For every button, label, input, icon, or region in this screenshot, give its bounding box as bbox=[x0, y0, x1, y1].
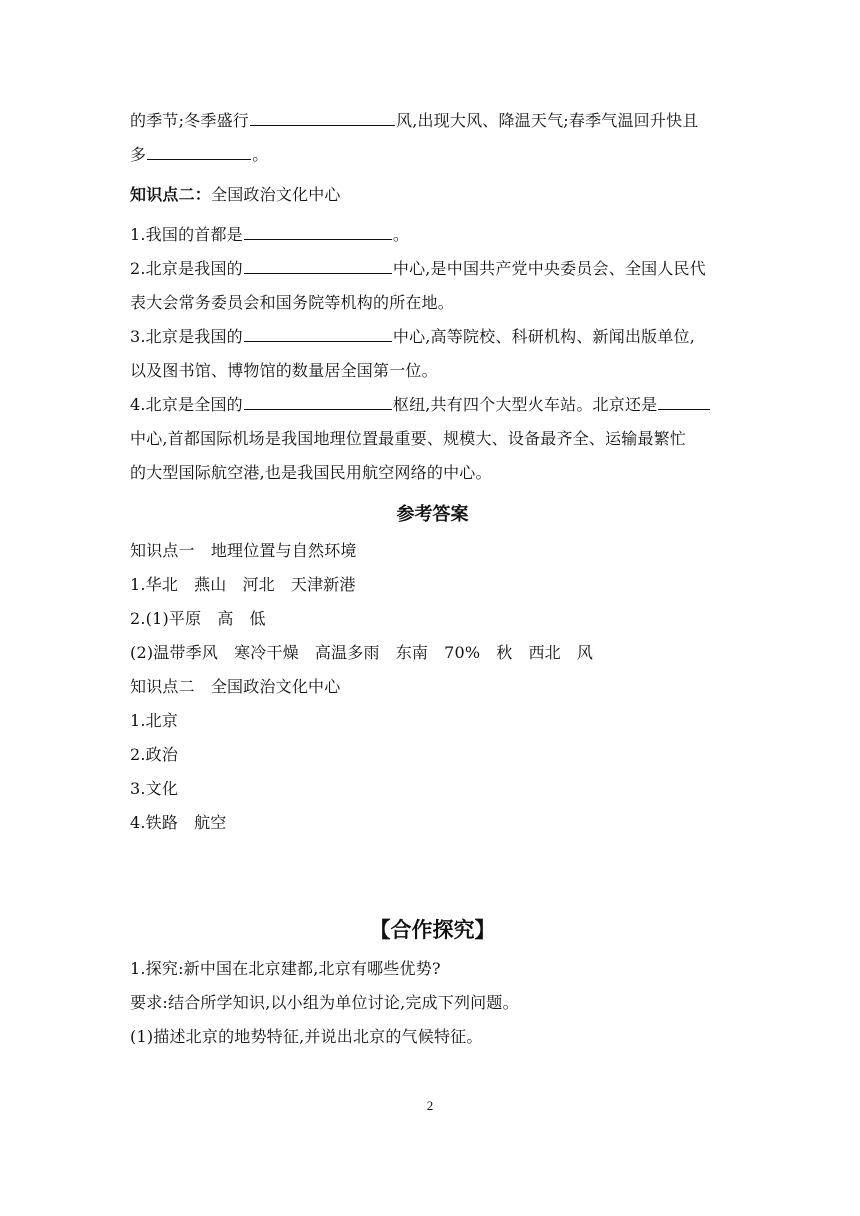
text-segment: 的大型国际航空港,也是我国民用航空网络的中心。 bbox=[130, 463, 492, 482]
answer-item: 东南 bbox=[395, 643, 429, 662]
text-segment: 中心,首都国际机场是我国地理位置最重要、规模大、设备最齐全、运输最繁忙 bbox=[130, 429, 687, 448]
answer-item: 高 bbox=[217, 609, 234, 628]
text-segment: 要求:结合所学知识,以小组为单位讨论,完成下列问题。 bbox=[130, 993, 519, 1012]
knowledge-label: 知识点二： bbox=[130, 185, 212, 204]
answer-item: 航空 bbox=[194, 813, 227, 832]
answer-label: 知识点二 bbox=[130, 677, 195, 696]
text-segment: 多 bbox=[130, 145, 147, 164]
answer-heading bbox=[130, 540, 357, 562]
answer-line bbox=[130, 744, 178, 766]
text-segment: 。 bbox=[392, 225, 410, 244]
answer-item: (2)温带季风 bbox=[130, 643, 219, 662]
text-line bbox=[130, 428, 686, 450]
fill-blank[interactable] bbox=[250, 110, 395, 126]
text-line bbox=[130, 360, 438, 382]
question-line bbox=[130, 394, 711, 416]
answer-heading bbox=[130, 676, 340, 698]
answer-item: 1.华北 bbox=[130, 575, 179, 594]
knowledge-title: 全国政治文化中心 bbox=[211, 185, 341, 204]
text-line bbox=[130, 144, 268, 166]
text-segment: 4.北京是全国的 bbox=[130, 395, 243, 414]
text-line bbox=[130, 992, 519, 1014]
text-line bbox=[130, 462, 492, 484]
fill-blank[interactable] bbox=[244, 326, 392, 342]
answer-line bbox=[130, 642, 593, 664]
answer-label: 知识点一 bbox=[130, 541, 195, 560]
answer-item: 低 bbox=[249, 609, 266, 628]
fill-blank[interactable] bbox=[244, 224, 392, 240]
fill-blank[interactable] bbox=[147, 144, 251, 160]
answer-heading-title: 全国政治文化中心 bbox=[210, 677, 341, 696]
text-segment: 。 bbox=[252, 145, 269, 164]
answer-line bbox=[130, 812, 226, 834]
question-line bbox=[130, 258, 706, 280]
text-segment: 3.北京是我国的 bbox=[130, 327, 243, 346]
text-segment: 中心,高等院校、科研机构、新闻出版单位, bbox=[392, 327, 696, 346]
answer-line bbox=[130, 574, 356, 596]
page-number: 2 bbox=[426, 1098, 434, 1113]
answer-item: 2.政治 bbox=[130, 745, 179, 764]
fill-blank[interactable] bbox=[244, 258, 392, 274]
answer-item: 2.(1)平原 bbox=[130, 609, 202, 628]
text-line bbox=[130, 292, 454, 314]
answer-item: 70% bbox=[444, 643, 481, 662]
answer-item: 1.北京 bbox=[130, 711, 179, 730]
text-line bbox=[130, 110, 698, 132]
answer-item: 燕山 bbox=[194, 575, 227, 594]
answer-item: 4.铁路 bbox=[130, 813, 179, 832]
answer-item: 风 bbox=[576, 643, 594, 662]
text-segment: 2.北京是我国的 bbox=[130, 259, 243, 278]
question-line bbox=[130, 958, 441, 980]
text-segment: 1.探究:新中国在北京建都,北京有哪些优势? bbox=[130, 959, 441, 978]
answer-item: 天津新港 bbox=[290, 575, 356, 594]
fill-blank[interactable] bbox=[244, 394, 392, 410]
knowledge-heading bbox=[130, 184, 341, 206]
answer-line bbox=[130, 778, 178, 800]
fill-blank[interactable] bbox=[658, 394, 710, 410]
text-segment: (1)描述北京的地势特征,并说出北京的气候特征。 bbox=[130, 1027, 483, 1046]
text-segment: 以及图书馆、博物馆的数量居全国第一位。 bbox=[130, 361, 438, 380]
answer-heading-title: 地理位置与自然环境 bbox=[210, 541, 357, 560]
text-segment: 中心,是中国共产党中央委员会、全国人民代 bbox=[392, 259, 706, 278]
question-line bbox=[130, 224, 409, 246]
answer-item: 秋 bbox=[496, 643, 513, 662]
question-line bbox=[130, 326, 695, 348]
text-segment: 1.我国的首都是 bbox=[130, 225, 243, 244]
text-line bbox=[130, 1026, 483, 1048]
answer-item: 寒冷干燥 bbox=[234, 643, 299, 662]
answer-line bbox=[130, 608, 266, 630]
answer-item: 河北 bbox=[242, 575, 275, 594]
text-segment: 表大会常务委员会和国务院等机构的所在地。 bbox=[130, 293, 455, 312]
text-segment: 风,出现大风、降温天气;春季气温回升快且 bbox=[396, 111, 699, 130]
answer-item: 西北 bbox=[528, 643, 561, 662]
answer-line bbox=[130, 710, 178, 732]
answers-title: 参考答案 bbox=[396, 504, 469, 525]
text-segment: 枢纽,共有四个大型火车站。北京还是 bbox=[392, 395, 658, 414]
answer-item: 3.文化 bbox=[130, 779, 179, 798]
text-segment: 的季节;冬季盛行 bbox=[130, 111, 249, 130]
answer-item: 高温多雨 bbox=[314, 643, 380, 662]
cooperation-title: 【合作探究】 bbox=[369, 918, 496, 942]
